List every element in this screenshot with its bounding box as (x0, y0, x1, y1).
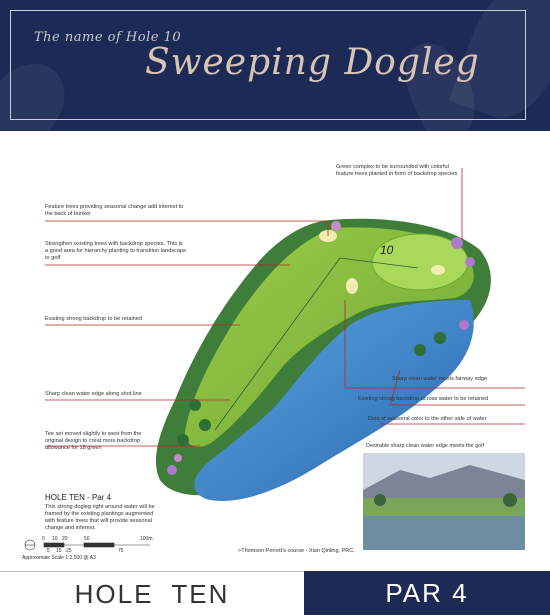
annotation-dots-color: Dots of seasonal color to the other side of water (368, 416, 487, 422)
green-number: 10 (380, 243, 394, 257)
tree (414, 344, 426, 356)
bunker (431, 265, 445, 275)
flower-tree (174, 454, 182, 462)
footer-par-label: PAR 4 (385, 577, 469, 608)
tree (177, 434, 189, 446)
tree (189, 399, 201, 411)
scale-tick: 10 (52, 536, 58, 542)
scale-tick: 50 (84, 536, 90, 542)
scale-tick: 15 (56, 548, 62, 554)
annotation-backdrop-across: Existing strong backdrop across water to be retained (358, 396, 489, 402)
course-photo (363, 453, 525, 550)
flower-tree (331, 221, 341, 231)
tree (434, 332, 446, 344)
annotation-green-complex: Green complex to be surrounded with colorful feature trees planted in front of backdrop species (336, 164, 458, 177)
scale-tick: 0 (42, 536, 45, 542)
scale-tick: 75 (118, 548, 124, 554)
header-title: Sweeping Dogleg (145, 42, 480, 83)
tree (199, 419, 211, 431)
annotation-existing-backdrop: Existing strong backdrop to be retained (45, 316, 143, 322)
footer-hole (0, 571, 304, 616)
annotation-feature-trees: Feature trees providing seasonal change add interest to the back of bunker (45, 204, 184, 217)
header-banner (0, 0, 550, 131)
scale-tick: 100m (140, 536, 153, 542)
footer-par (304, 571, 550, 615)
flower-tree (465, 257, 475, 267)
annotation-sharp-water-shot: Sharp clean water edge along shot line (45, 391, 142, 397)
footer-hole-label: HOLE TEN (74, 578, 230, 609)
flower-tree (167, 465, 177, 475)
photo-caption: >Thomson Perrett's course - Xian Qinling, PRC. (238, 548, 355, 554)
flower-tree (459, 320, 469, 330)
leader-line (45, 221, 328, 236)
scale-tick: 20 (62, 536, 68, 542)
flower-tree (451, 237, 463, 249)
scale-note: Approximate Scale 1:2,500 @ A3 (22, 555, 96, 561)
header-subtitle: The name of Hole 10 (34, 30, 182, 45)
hole-description: This strong dogleg right around water will be framed by the existing plantings augmented with feature trees that will provide seasonal change and interest. (45, 504, 155, 531)
scale-tick: 5 (47, 548, 50, 554)
annotation-tee-set: Tee set moved slightly to west from the original design to creat more backdrop allowance for 18 green (45, 431, 142, 451)
annotation-strengthen: Strengthen existing trees with backdrop species. This is a good area for hierarchy planting to transition landscape to golf (45, 241, 187, 261)
bunker (346, 278, 358, 294)
scale-tick: 25 (66, 548, 72, 554)
photo-title: Desirable sharp clean water edge meets the golf (366, 443, 485, 449)
hole-heading: HOLE TEN - Par 4 (45, 493, 112, 502)
annotation-sharp-water-fairway: Sharp clean water meets fairway edge (392, 376, 488, 382)
